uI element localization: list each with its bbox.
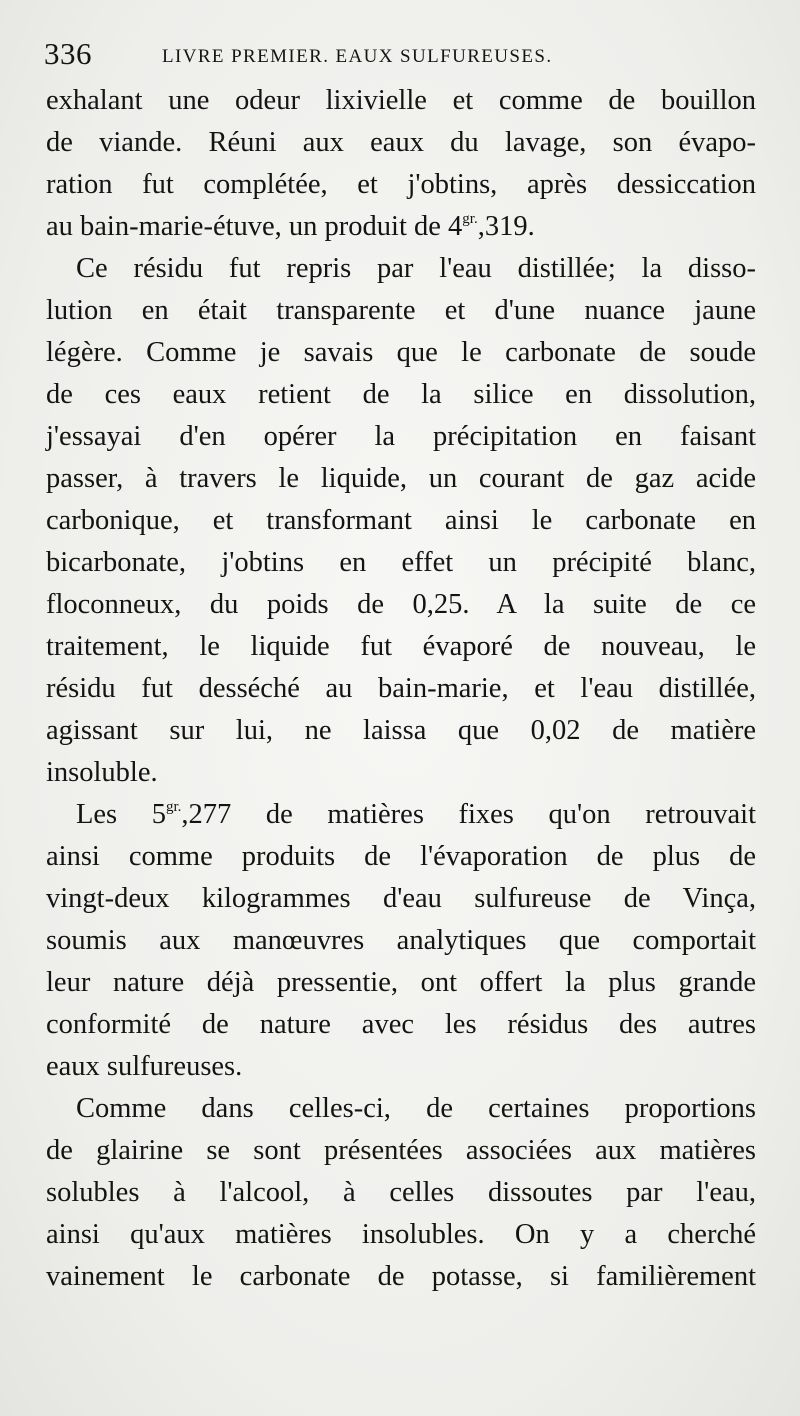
text-line: solubles à l'alcool, à celles dissoutes par l'eau, xyxy=(46,1177,756,1208)
page-number: 336 xyxy=(44,36,92,71)
text-line: ration fut complétée, et j'obtins, après dessiccation xyxy=(46,169,756,200)
paragraph-2 xyxy=(46,248,756,794)
text-line: j'essayai d'en opérer la précipitation en faisant xyxy=(46,421,756,452)
text-line: insoluble. xyxy=(46,757,158,788)
text-fragment: Les 5 xyxy=(76,799,166,830)
text-line: soumis aux manœuvres analytiques que comportait xyxy=(46,925,756,956)
text-line: vingt-deux kilogrammes d'eau sulfureuse de Vinça, xyxy=(46,883,756,914)
text-line xyxy=(46,206,756,248)
text-line: Ce résidu fut repris par l'eau distillée; la disso- xyxy=(76,253,756,284)
text-line: légère. Comme je savais que le carbonate de soude xyxy=(46,337,756,368)
text-line: leur nature déjà pressentie, ont offert la plus grande xyxy=(46,967,756,998)
text-line: bicarbonate, j'obtins en effet un précipité blanc, xyxy=(46,547,756,578)
text-line: de ces eaux retient de la silice en dissolution, xyxy=(46,379,756,410)
text-line xyxy=(46,794,756,836)
text-line: conformité de nature avec les résidus des autres xyxy=(46,1009,756,1040)
page-header xyxy=(44,34,754,74)
text-line: vainement le carbonate de potasse, si familièrement xyxy=(46,1261,756,1292)
text-line: floconneux, du poids de 0,25. A la suite de ce xyxy=(46,589,756,620)
text-line: carbonique, et transformant ainsi le carbonate en xyxy=(46,505,756,536)
text-line: agissant sur lui, ne laissa que 0,02 de matière xyxy=(46,715,756,746)
text-line: traitement, le liquide fut évaporé de nouveau, le xyxy=(46,631,756,662)
text-line: de viande. Réuni aux eaux du lavage, son évapo- xyxy=(46,127,756,158)
paragraph-3 xyxy=(46,794,756,1088)
body-text xyxy=(46,80,756,1298)
text-line: exhalant une odeur lixivielle et comme de bouillon xyxy=(46,85,756,116)
unit-superscript: gr. xyxy=(462,211,478,227)
text-line: résidu fut desséché au bain-marie, et l'eau distillée, xyxy=(46,673,756,704)
text-fragment: ,277 de matières fixes qu'on retrouvait xyxy=(181,799,756,830)
text-line: Comme dans celles-ci, de certaines proportions xyxy=(76,1093,756,1124)
text-line: ainsi comme produits de l'évaporation de plus de xyxy=(46,841,756,872)
text-line: passer, à travers le liquide, un courant de gaz acide xyxy=(46,463,756,494)
text-line: eaux sulfureuses. xyxy=(46,1051,243,1082)
text-line: lution en était transparente et d'une nuance jaune xyxy=(46,295,756,326)
paragraph-1 xyxy=(46,80,756,248)
text-fragment: au bain-marie-étuve, un produit de 4 xyxy=(46,211,463,242)
text-line: de glairine se sont présentées associées aux matières xyxy=(46,1135,756,1166)
paragraph-4 xyxy=(46,1088,756,1298)
unit-superscript: gr. xyxy=(166,799,182,815)
text-line: ainsi qu'aux matières insolubles. On y a cherché xyxy=(46,1219,756,1250)
running-head: LIVRE PREMIER. EAUX SULFUREUSES. xyxy=(162,46,553,67)
text-fragment: ,319. xyxy=(477,211,535,242)
